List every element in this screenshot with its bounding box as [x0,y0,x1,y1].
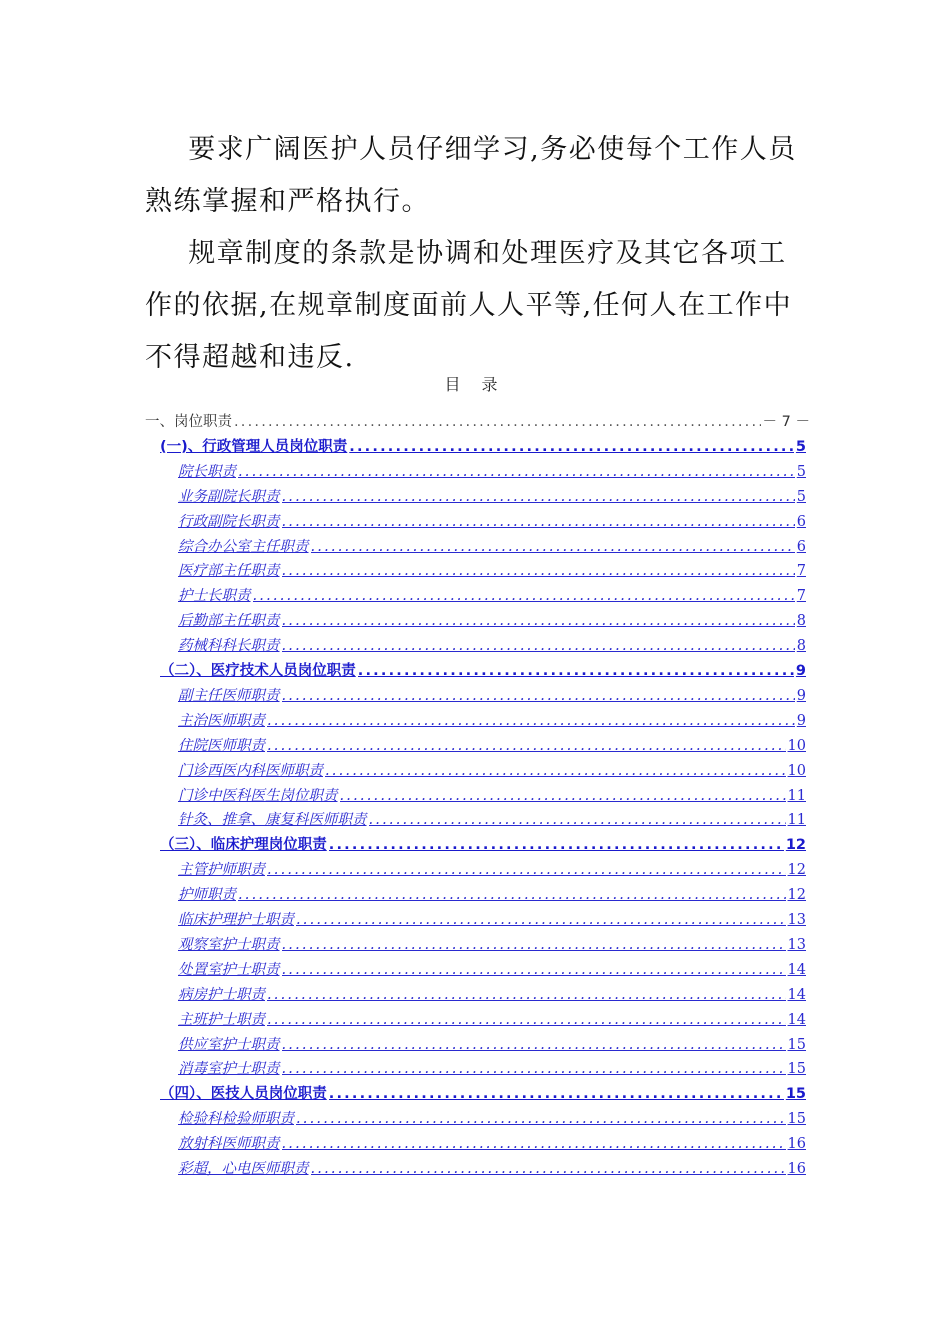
toc-entry-label: 消毒室护士职责 [178,1061,280,1078]
toc-leader-dots [282,1033,786,1057]
toc-entry-link[interactable] [178,1008,806,1032]
toc-page-number: 8 [796,613,806,630]
toc-leader-dots [238,460,795,484]
toc-entry-label: （二）、医疗技术人员岗位职责 [160,663,356,679]
toc-entry-link[interactable] [178,759,806,783]
toc-entry-link[interactable] [178,684,806,708]
toc-entry-label: 处置室护士职责 [178,961,280,978]
toc-page-number: 9 [795,663,806,679]
toc-entry-label: 护士长职责 [178,588,251,605]
intro-paragraph-2 [145,228,810,384]
toc-page-number: 11 [787,787,806,804]
toc-entry-label: 临床护理护士职责 [178,912,294,928]
toc-page-number: 6 [796,538,806,555]
toc-leader-dots [296,1107,786,1131]
toc-entry-link[interactable] [178,584,806,608]
toc-leader-dots [282,485,795,509]
paragraph-text: 规章制度的条款是协调和处理医疗及其它各项工作的依据,在规章制度面前人人平等,任何人在工作中不得超越和违反. [145,238,793,373]
toc-page-number: 7 [796,588,806,605]
toc-entry-label: 病房护士职责 [178,986,265,1003]
toc-leader-dots [267,983,786,1007]
toc-entry-label: 观察室护士职责 [178,936,280,953]
toc-entry-label: 彩超，心电医师职责 [178,1161,309,1177]
toc-entry-link[interactable] [178,709,806,733]
toc-leader-dots [282,634,795,658]
toc-entry-label: 医疗部主任职责 [178,563,280,580]
toc-entry-label: （四）、医技人员岗位职责 [160,1086,327,1103]
toc-leader-dots [311,535,795,559]
toc-entry-link[interactable] [178,1132,806,1156]
toc-page-number: 5 [795,438,806,455]
toc-leader-dots [267,709,795,733]
toc-entry-link[interactable] [178,958,806,982]
toc-page-number: 5 [796,488,806,505]
toc-page-number: 13 [787,936,806,953]
toc-page-number: 12 [787,862,806,879]
toc-leader-dots [282,933,786,957]
toc-entry-label: 放射科医师职责 [178,1136,280,1153]
toc-leader-dots [311,1157,786,1181]
toc-entry-link[interactable] [178,460,806,484]
toc-leader-dots [282,1057,786,1081]
toc-page-number: 11 [787,812,806,829]
toc-entry-label: 针灸、推拿、康复科医师职责 [178,812,367,829]
toc-leader-dots [282,609,795,633]
toc-page-number: 14 [787,986,806,1003]
toc-leader-dots [282,684,795,708]
toc-section-link[interactable] [160,659,806,683]
toc-leader-dots [267,858,786,882]
toc-entry-link[interactable] [178,634,806,658]
toc-page-number: 8 [796,638,806,655]
toc-entry-label: 后勤部主任职责 [178,613,280,630]
toc-leader-dots [282,958,786,982]
toc-entry-link[interactable] [178,933,806,957]
toc-entry-link[interactable] [178,1107,806,1131]
toc-page-number: 15 [787,1061,806,1078]
toc-entry-link[interactable] [178,535,806,559]
toc-section-link[interactable] [160,833,806,857]
toc-leader-dots [253,584,795,608]
toc-entry-link[interactable] [178,808,806,832]
toc-entry-label: 门诊西医内科医师职责 [178,762,323,779]
toc-leader-dots [234,410,761,434]
toc-entry-link[interactable] [178,609,806,633]
toc-page-number: 16 [787,1161,806,1177]
toc-entry-label: 行政副院长职责 [178,513,280,530]
toc-section-link[interactable] [160,435,806,459]
toc-entry-label: 门诊中医科医生岗位职责 [178,787,338,804]
toc-entry-link[interactable] [178,559,806,583]
toc-leader-dots [329,833,784,857]
toc-leader-dots [282,510,795,534]
toc-page-number: － 7 － [762,414,810,430]
toc-entry-link[interactable] [178,1057,806,1081]
toc-page-number: 6 [796,513,806,530]
toc-leader-dots [238,883,786,907]
toc-entry-link[interactable] [178,485,806,509]
toc-entry-label: 主治医师职责 [178,712,265,729]
toc-chapter-entry [145,410,810,434]
toc-entry-link[interactable] [178,983,806,1007]
toc-leader-dots [325,759,786,783]
paragraph-text: 要求广阔医护人员仔细学习,务必使每个工作人员熟练掌握和严格执行。 [145,134,797,217]
toc-leader-dots [329,1082,784,1106]
toc-leader-dots [340,784,786,808]
toc-leader-dots [369,808,786,832]
toc-title: 目 录 [444,375,506,394]
toc-page-number: 12 [787,887,806,904]
toc-page-number: 14 [787,961,806,978]
toc-entry-label: 业务副院长职责 [178,488,280,505]
toc-entry-label: 药械科科长职责 [178,638,280,655]
toc-leader-dots [282,1132,786,1156]
toc-entry-label: （三）、临床护理岗位职责 [160,837,327,854]
toc-entry-label: 检验科检验师职责 [178,1111,294,1128]
toc-leader-dots [267,1008,786,1032]
toc-page-number: 14 [787,1011,806,1028]
toc-page-number: 15 [785,1086,806,1103]
toc-leader-dots [267,734,786,758]
toc-entry-label: 一、岗位职责 [145,414,232,430]
toc-entry-link[interactable] [178,1157,806,1181]
toc-page-number: 9 [796,712,806,729]
intro-paragraph-1 [145,124,810,228]
toc-entry-label: 副主任医师职责 [178,687,280,704]
toc-entry-link[interactable] [178,858,806,882]
toc-entry-label: 主班护士职责 [178,1011,265,1028]
toc-entry-link[interactable] [178,883,806,907]
toc-page-number: 5 [796,463,806,480]
toc-page-number: 10 [787,762,806,779]
toc-page-number: 9 [796,687,806,704]
toc-page-number: 10 [787,737,806,754]
toc-page-number: 15 [787,1036,806,1053]
toc-leader-dots [358,659,794,683]
toc-page-number: 7 [796,563,806,580]
toc-leader-dots [282,559,795,583]
toc-entry-link[interactable] [178,784,806,808]
toc-entry-label: (一)、行政管理人员岗位职责 [160,438,348,455]
toc-entry-link[interactable] [178,510,806,534]
toc-entry-label: 主管护师职责 [178,862,265,879]
toc-entry-label: 住院医师职责 [178,737,265,754]
toc-entry-label: 综合办公室主任职责 [178,538,309,555]
toc-leader-dots [349,435,794,459]
toc-entry-link[interactable] [178,908,806,932]
toc-entry-label: 护师职责 [178,887,236,904]
toc-section-link[interactable] [160,1082,806,1106]
toc-leader-dots [296,908,786,932]
toc-entry-link[interactable] [178,1033,806,1057]
toc-entry-label: 院长职责 [178,463,236,480]
toc-page-number: 16 [787,1136,806,1153]
toc-entry-link[interactable] [178,734,806,758]
toc-page-number: 15 [787,1111,806,1128]
toc-entry-label: 供应室护士职责 [178,1036,280,1053]
toc-page-number: 13 [787,912,806,928]
toc-page-number: 12 [785,837,806,854]
